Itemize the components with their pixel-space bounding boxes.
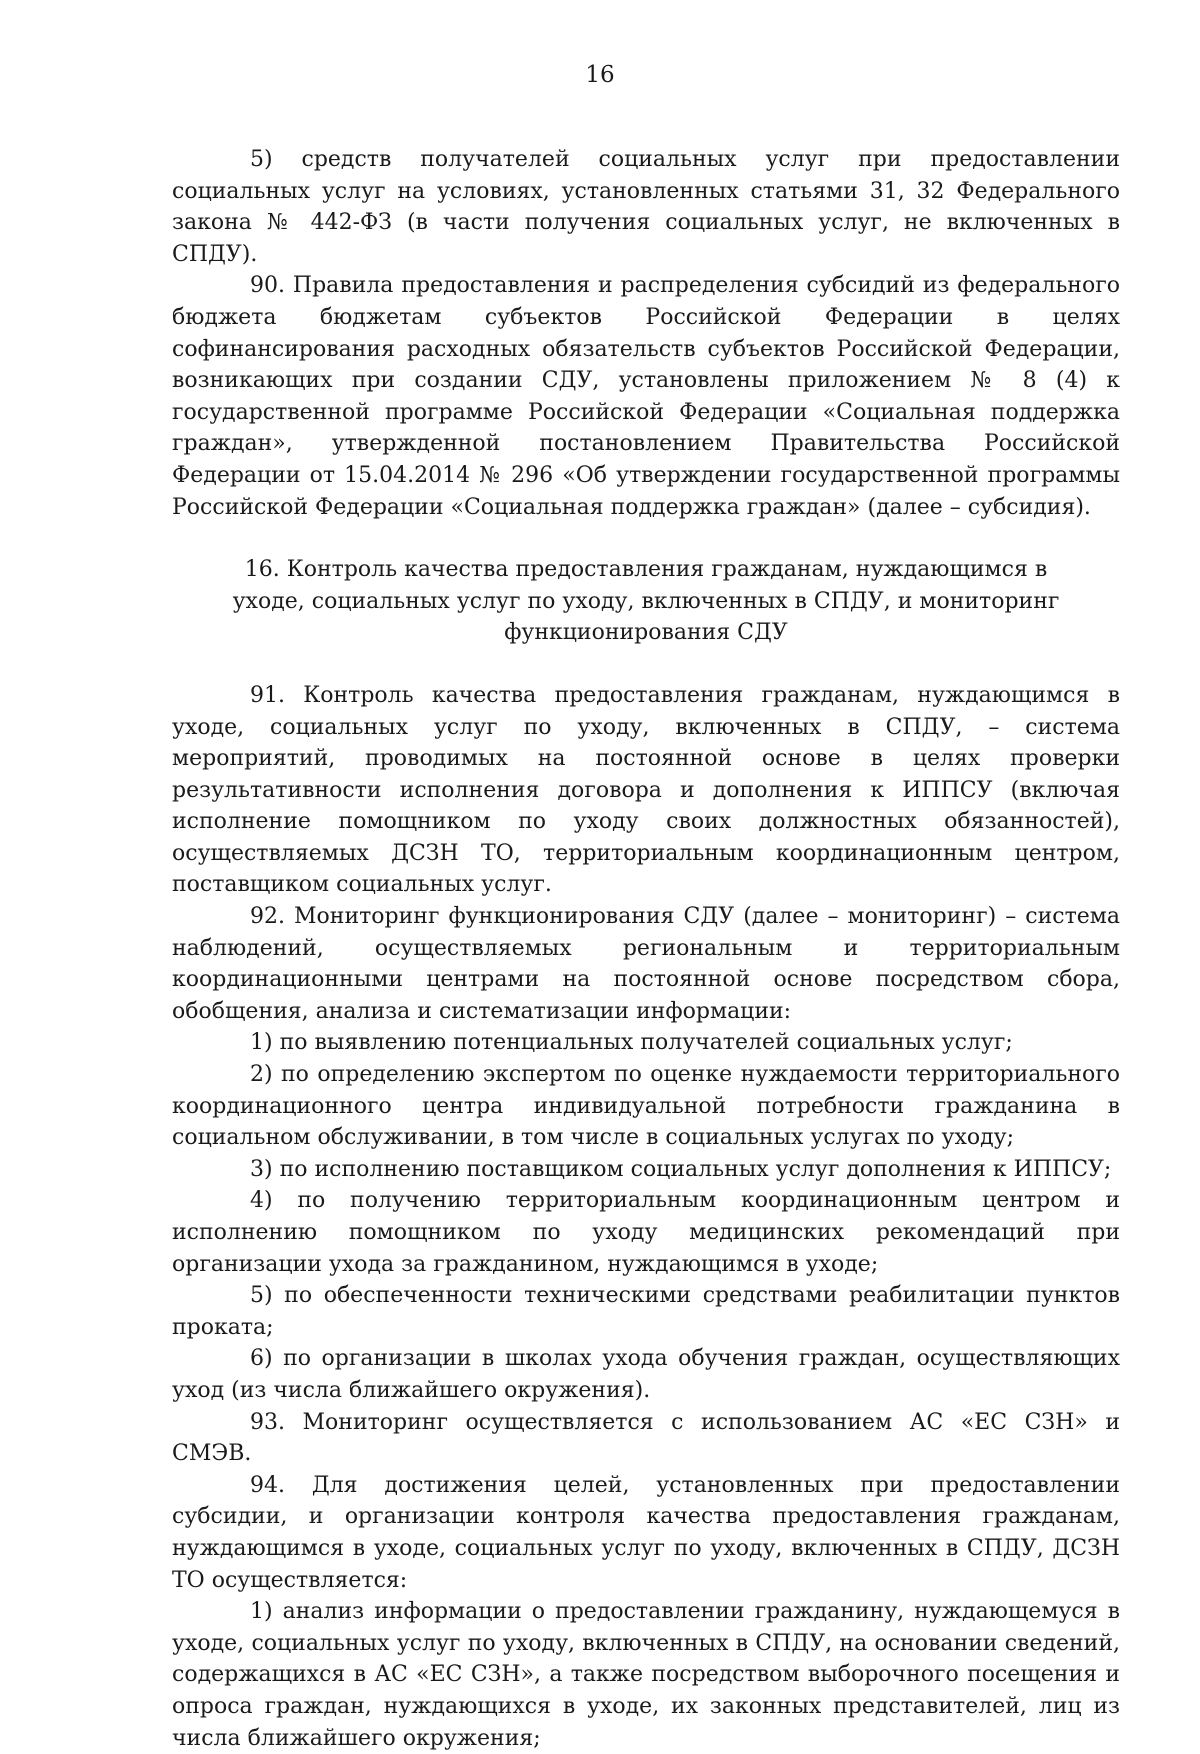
paragraph-91: 91. Контроль качества предоставления гражданам, нуждающимся в уходе, социальных услуг по уходу, включенных в СПДУ, – система мероприятий, проводимых на постоянной основе в целях проверки результативности исполнения договора и дополнения к ИППСУ (включая исполнение помощником по уходу своих должностных обязанностей), осуществляемых ДСЗН ТО, территориальным координационным центром, поставщиком социальных услуг. bbox=[172, 682, 1120, 898]
paragraph-92-item-1: 1) по выявлению потенциальных получателей социальных услуг; bbox=[250, 1030, 1013, 1056]
document-body bbox=[172, 144, 1120, 1754]
paragraph-92: 92. Мониторинг функционирования СДУ (далее – мониторинг) – система наблюдений, осуществляемых региональным и территориальным координационными центрами на постоянной основе посредством сбора, обобщения, анализа и систематизации информации: bbox=[172, 904, 1120, 1024]
paragraph-94: 94. Для достижения целей, установленных при предоставлении субсидии, и организации контроля качества предоставления гражданам, нуждающимся в уходе, социальных услуг по уходу, включенных в СПДУ, ДСЗН ТО осуществляется: bbox=[172, 1472, 1120, 1593]
section-heading-16: 16. Контроль качества предоставления гражданам, нуждающимся в уходе, социальных услуг по уходу, включенных в СПДУ, и мониторинг функционирования СДУ bbox=[232, 557, 1060, 646]
paragraph-92-item-4: 4) по получению территориальным координационным центром и исполнению помощником по уходу медицинских рекомендаций при организации ухода за гражданином, нуждающимся в уходе; bbox=[172, 1188, 1120, 1277]
paragraph-93: 93. Мониторинг осуществляется с использованием АС «ЕС СЗН» и СМЭВ. bbox=[172, 1409, 1120, 1467]
page-number: 16 bbox=[585, 62, 615, 88]
paragraph-94-item-1: 1) анализ информации о предоставлении гражданину, нуждающемуся в уходе, социальных услуг по уходу, включенных в СПДУ, на основании сведений, содержащихся в АС «ЕС СЗН», а также посредством выборочного посещения и опроса граждан, нуждающихся в уходе, их законных представителей, лиц из числа ближайшего окружения; bbox=[172, 1599, 1120, 1751]
paragraph-92-item-3: 3) по исполнению поставщиком социальных услуг дополнения к ИППСУ; bbox=[250, 1156, 1112, 1182]
paragraph-92-item-5: 5) по обеспеченности техническими средствами реабилитации пунктов проката; bbox=[172, 1283, 1120, 1340]
paragraph-92-item-2: 2) по определению экспертом по оценке нуждаемости территориального координационного центра индивидуальной потребности гражданина в социальном обслуживании, в том числе в социальных услугах по уходу; bbox=[172, 1062, 1120, 1151]
paragraph-92-item-6: 6) по организации в школах ухода обучения граждан, осуществляющих уход (из числа ближайшего окружения). bbox=[172, 1346, 1120, 1403]
paragraph-90: 90. Правила предоставления и распределения субсидий из федерального бюджета бюджетам субъектов Российской Федерации в целях софинансирования расходных обязательств субъектов Российской Федерации, возникающих при создании СДУ, установлены приложением № 8 (4) к государственной программе Российской Федерации «Социальная поддержка граждан», утвержденной постановлением Правительства Российской Федерации от 15.04.2014 № 296 «Об утверждении государственной программы Российской Федерации «Социальная поддержка граждан» (далее – субсидия). bbox=[172, 273, 1120, 520]
paragraph-item-5-funds: 5) средств получателей социальных услуг при предоставлении социальных услуг на условиях, установленных статьями 31, 32 Федерального закона № 442-ФЗ (в части получения социальных услуг, не включенных в СПДУ). bbox=[172, 147, 1120, 267]
